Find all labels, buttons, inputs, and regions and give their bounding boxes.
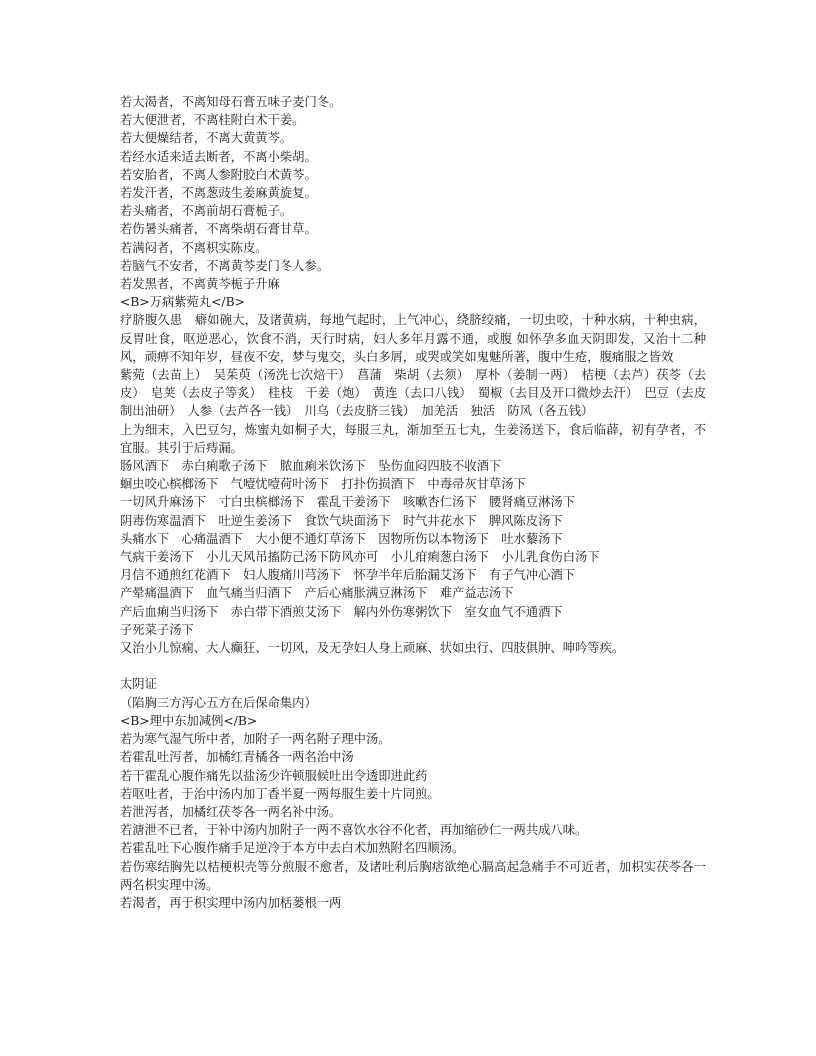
guide-line: 气病干姜汤下 小儿天风吊搐防己汤下防风亦可 小儿疳痢葱白汤下 小儿乳食伤白汤下 (120, 550, 600, 565)
text-line: 若脑气不安者，不离黄芩麦门冬人参。 (120, 258, 330, 273)
document-page (120, 93, 706, 912)
blank-line (120, 657, 706, 675)
section-title: 太阴证 (120, 677, 157, 692)
guide-line: 头痛水下 心痛温酒下 大小便不通灯草汤下 因物所伤以本物汤下 吐水藜汤下 (120, 531, 563, 546)
text-line: 若头痛者，不离前胡石膏栀子。 (120, 204, 293, 219)
text-line: 若霍乱吐下心腹作痛手足逆冷于本方中去白术加熟附名四顺汤。 (120, 841, 465, 856)
section-heading: <B>理中东加减例</B> (120, 713, 258, 728)
text-line: 若满闷者，不离枳实陈皮。 (120, 240, 268, 255)
section-prescription-rules (120, 93, 706, 657)
guide-line: 肠风酒下 赤白痢歌子汤下 脓血痢米饮汤下 坠伤血闷四肢不收酒下 (120, 459, 502, 474)
ingredients-paragraph: 紫菀（去苗上） 吴茱萸（汤洗七次焙干） 菖蒲 柴胡（去须） 厚朴（姜制一两） 桔梗（去芦）茯苓（去皮） 皂荚（去皮子等炙） 桂枝 干姜（炮） 黄连（去口八钱） 蜀椒（去目及开口微炒去汗） 巴豆（去皮制出油研） 人参（去芦各一钱） 川乌（去皮脐三钱） 加羌活 独活 防风（各五钱） (120, 368, 706, 419)
text-line: 若发黑者，不离黄芩栀子升麻 (120, 277, 280, 292)
text-line: 若安胎者，不离人参附胶白术黄芩。 (120, 167, 317, 182)
text-line: 若呕吐者，于治中汤内加丁香半夏一两每服生姜十片同煎。 (120, 786, 440, 801)
text-line: 若伤寒结胸先以桔梗枳壳等分煎服不愈者，及诸吐利后胸痞欲绝心膈高起急痛手不可近者，加枳实茯苓各一两名枳实理中汤。 (120, 859, 706, 892)
method-paragraph: 上为细末，入巴豆匀，炼蜜丸如桐子大，每服三丸，渐加至五七丸，生姜汤送下，食后临薜，初有孕者，不宜服。其引于后痔漏。 (120, 422, 706, 455)
text-line: 若溏泄不已者，于补中汤内加附子一两不喜饮水谷不化者，再加缩砂仁一两共成八味。 (120, 823, 588, 838)
guide-line: 子死菜子汤下 (120, 622, 194, 637)
text-line: 若发汗者，不离葱豉生姜麻黄旋复。 (120, 186, 317, 201)
text-line: 若大便燥结者，不离大黄黄芩。 (120, 131, 293, 146)
text-line: 若为寒气湿气所中者，加附子一两名附子理中汤。 (120, 732, 391, 747)
text-line: 若大渴者，不离知母石膏五味子麦门冬。 (120, 95, 342, 109)
section-note: （陷胸三方泻心五方在后保命集内） (120, 695, 317, 710)
guide-line: 阴毒伤寒温酒下 吐逆生姜汤下 食饮气块面汤下 时气井花水下 脾风陈皮汤下 (120, 513, 563, 528)
guide-line: 蛔虫咬心槟榔汤下 气噎忧噎荷叶汤下 打扑伤损酒下 中毒帚灰甘草汤下 (120, 477, 526, 492)
guide-line: 产后血痢当归汤下 赤白带下酒煎艾汤下 解内外伤寒粥饮下 室女血气不通酒下 (120, 604, 563, 619)
closing-line: 又治小儿惊痫、大人癫狂、一切风，及无孕妇人身上顽麻、状如虫行、四肢俱肿、呻吟等疾。 (120, 641, 625, 656)
text-line: 若渴者，再于枳实理中汤内加栝蒌根一两 (120, 895, 342, 910)
section-taiyin (120, 675, 706, 912)
text-line: 若泄泻者，加橘红茯苓各一两名补中汤。 (120, 804, 342, 819)
guide-line: 一切风升麻汤下 寸白虫槟榔汤下 霍乱干姜汤下 咳嗽杏仁汤下 腰肾痛豆淋汤下 (120, 495, 575, 510)
text-line: 若大便泄者，不离桂附白术干姜。 (120, 113, 305, 128)
indications-paragraph: 疗脐腹久患 癖如碗大，及诸黄病，每地气起时，上气冲心，绕脐绞痛，一切虫咬，十种水病，十种虫病，反胃吐食，呕逆恶心，饮食不消，天行时病，妇人多年月露不通，或腹 如怀孕多血天阴即发，又治十二种风，顽痹不知年岁，昼夜不安，梦与鬼交，头白多屑，或哭或笑如鬼魅所著，腹中生疮，腹痛服之皆效 (120, 313, 706, 364)
section-heading: <B>万病紫菀丸</B> (120, 295, 245, 310)
text-line: 若霍乱吐泻者，加橘红青橘各一两名治中汤 (120, 750, 354, 765)
guide-line: 月信不通煎红花酒下 妇人腹痛川芎汤下 怀孕半年后胎漏艾汤下 有子气冲心酒下 (120, 568, 575, 583)
text-line: 若经水适来适去断者，不离小柴胡。 (120, 149, 317, 164)
guide-line: 产晕痛温酒下 血气痛当归酒下 产后心痛胀满豆淋汤下 难产益志汤下 (120, 586, 514, 601)
text-line: 若干霍乱心腹作痛先以盐汤少许顿服候吐出令透即进此药 (120, 768, 428, 783)
text-line: 若伤暑头痛者，不离柴胡石膏甘草。 (120, 222, 317, 237)
